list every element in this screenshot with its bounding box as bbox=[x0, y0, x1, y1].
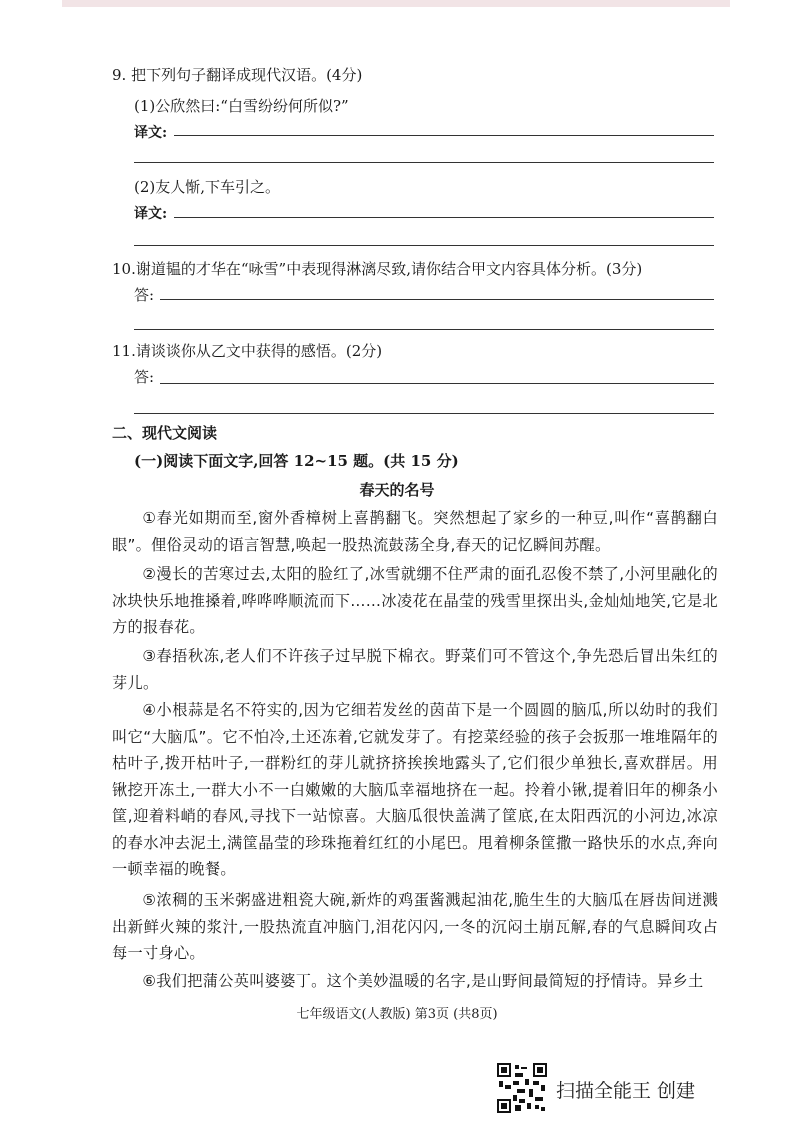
q11-answer-label: 答: bbox=[134, 368, 155, 386]
answer-line[interactable] bbox=[160, 299, 714, 300]
watermark-text: 扫描全能王 创建 bbox=[556, 1080, 696, 1102]
q9-stem: 9. 把下列句子翻译成现代汉语。(4分) bbox=[112, 66, 363, 84]
section-heading: 二、现代文阅读 bbox=[112, 424, 218, 442]
article-paragraph-2: ②漫长的苦寒过去,太阳的脸红了,冰雪就绷不住严肃的面孔忍俊不禁了,小河里融化的冰块快乐地推搡着,哗哗哗顺流而下……冰凌花在晶莹的残雪里探出头,金灿灿地笑,它是北方的报春花。 bbox=[112, 565, 718, 636]
page-footer: 七年级语文(人教版) 第3页 (共8页) bbox=[296, 1007, 498, 1022]
qr-code-icon bbox=[497, 1063, 547, 1113]
article-paragraph-1: ①春光如期而至,窗外香樟树上喜鹊翻飞。突然想起了家乡的一种豆,叫作“喜鹊翻白眼”。俚俗灵动的语言智慧,唤起一股热流鼓荡全身,春天的记忆瞬间苏醒。 bbox=[112, 509, 718, 554]
q11-stem: 11.请谈谈你从乙文中获得的感悟。(2分) bbox=[112, 342, 383, 360]
q10-answer-label: 答: bbox=[134, 286, 155, 304]
section-sub-heading: (一)阅读下面文字,回答 12~15 题。(共 15 分) bbox=[134, 452, 459, 470]
article-paragraph-5: ⑤浓稠的玉米粥盛进粗瓷大碗,新炸的鸡蛋酱溅起油花,脆生生的大脑瓜在唇齿间迸溅出新鲜火辣的浆汁,一股热流直冲脑门,泪花闪闪,一冬的沉闷土崩瓦解,春的气息瞬间攻占每一寸身心。 bbox=[112, 891, 718, 962]
answer-line[interactable] bbox=[134, 413, 714, 414]
article-paragraph-4: ④小根蒜是名不符实的,因为它细若发丝的茵苗下是一个圆圆的脑瓜,所以幼时的我们叫它“大脑瓜”。它不怕冷,土还冻着,它就发芽了。有挖菜经验的孩子会扳那一堆堆隔年的枯叶子,拨开枯叶子,一群粉红的芽儿就挤挤挨挨地露头了,它们很少单独长,喜欢群居。用锹挖开冻土,一群大小不一白嫩嫩的大脑瓜幸福地挤在一起。拎着小锹,提着旧年的柳条小筐,迎着料峭的春风,寻找下一站惊喜。大脑瓜很快盖满了筐底,在太阳西沉的小河边,冰凉的春水冲去泥土,满筐晶莹的珍珠拖着红红的小尾巴。甩着柳条筐撒一路快乐的水点,奔向一顿幸福的晚餐。 bbox=[112, 701, 718, 878]
q9-item-2: (2)友人惭,下车引之。 bbox=[134, 178, 281, 196]
q9-answer-label-1: 译文: bbox=[134, 125, 168, 141]
answer-line[interactable] bbox=[134, 245, 714, 246]
answer-line[interactable] bbox=[160, 383, 714, 384]
answer-line[interactable] bbox=[134, 162, 714, 163]
article-title: 春天的名号 bbox=[359, 481, 435, 499]
article-paragraph-6: ⑥我们把蒲公英叫婆婆丁。这个美妙温暖的名字,是山野间最简短的抒情诗。异乡土 bbox=[142, 972, 704, 990]
answer-line[interactable] bbox=[134, 329, 714, 330]
q9-item-1: (1)公欣然曰:“白雪纷纷何所似?” bbox=[134, 97, 349, 115]
article-paragraph-3: ③春捂秋冻,老人们不许孩子过早脱下棉衣。野菜们可不管这个,争先恐后冒出朱红的芽儿。 bbox=[112, 647, 718, 692]
q9-answer-label-2: 译文: bbox=[134, 206, 168, 222]
q10-stem: 10.谢道韫的才华在“咏雪”中表现得淋漓尽致,请你结合甲文内容具体分析。(3分) bbox=[112, 260, 643, 278]
answer-line[interactable] bbox=[174, 217, 714, 218]
answer-line[interactable] bbox=[174, 135, 714, 136]
